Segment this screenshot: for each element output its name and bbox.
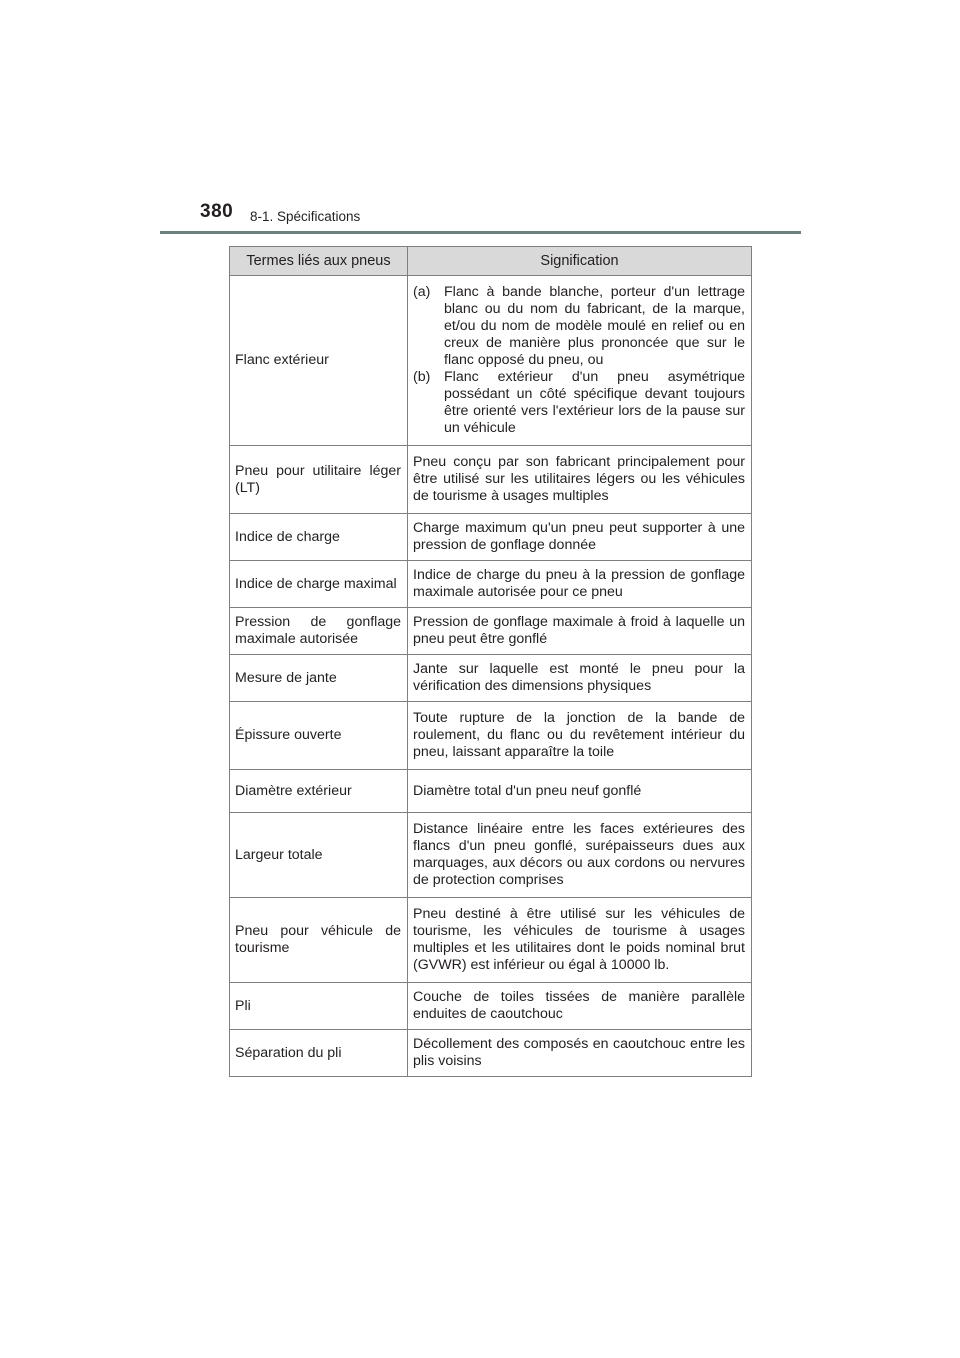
term-cell: Flanc extérieur [230, 276, 408, 446]
meaning-cell: Diamètre total d'un pneu neuf gonflé [408, 770, 752, 813]
table-row [230, 898, 752, 983]
meaning-cell: Pneu conçu par son fabricant principalement pour être utilisé sur les utilitaires légers ou les véhicules de tourisme à usages multiples [408, 446, 752, 514]
meaning-cell: Indice de charge du pneu à la pression de gonflage maximale autorisée pour ce pneu [408, 561, 752, 608]
term-cell: Épissure ouverte [230, 702, 408, 770]
meaning-cell [408, 276, 752, 446]
list-item [413, 284, 745, 369]
list-item-letter: (b) [413, 369, 431, 385]
table-row [230, 813, 752, 898]
meaning-cell: Décollement des composés en caoutchouc entre les plis voisins [408, 1030, 752, 1077]
column-header-meaning: Signification [408, 247, 752, 276]
table-row [230, 770, 752, 813]
meaning-list [413, 284, 745, 437]
header-rule [160, 231, 801, 234]
meaning-cell: Jante sur laquelle est monté le pneu pour la vérification des dimensions physiques [408, 655, 752, 702]
term-cell: Indice de charge maximal [230, 561, 408, 608]
table-row [230, 1030, 752, 1077]
table-row [230, 983, 752, 1030]
table-row [230, 514, 752, 561]
page-number: 380 [200, 201, 234, 222]
term-cell: Indice de charge [230, 514, 408, 561]
term-cell: Mesure de jante [230, 655, 408, 702]
meaning-cell: Couche de toiles tissées de manière parallèle enduites de caoutchouc [408, 983, 752, 1030]
section-title: 8-1. Spécifications [250, 209, 361, 224]
term-cell: Pression de gonflage maximale autorisée [230, 608, 408, 655]
list-item-text: Flanc extérieur d'un pneu asymétrique possédant un côté spécifique devant toujours être orienté vers l'extérieur lors de la pause sur un véhicule [444, 369, 745, 436]
meaning-cell: Distance linéaire entre les faces extérieures des flancs d'un pneu gonflé, surépaisseurs dues aux marquages, aux décors ou aux cordons ou nervures de protection comprises [408, 813, 752, 898]
meaning-cell: Toute rupture de la jonction de la bande de roulement, du flanc ou du revêtement intérieur du pneu, laissant apparaître la toile [408, 702, 752, 770]
term-cell: Largeur totale [230, 813, 408, 898]
term-cell: Pli [230, 983, 408, 1030]
table-row [230, 608, 752, 655]
term-cell: Pneu pour utilitaire léger (LT) [230, 446, 408, 514]
term-cell: Diamètre extérieur [230, 770, 408, 813]
table-row [230, 655, 752, 702]
table-row [230, 561, 752, 608]
list-item-text: Flanc à bande blanche, porteur d'un lettrage blanc ou du nom du fabricant, de la marque, et/ou du nom de modèle moulé en relief ou en creux de manière plus prononcée que sur le flanc opposé du pneu, ou [444, 284, 745, 368]
term-cell: Pneu pour véhicule de tourisme [230, 898, 408, 983]
term-cell: Séparation du pli [230, 1030, 408, 1077]
list-item [413, 369, 745, 437]
meaning-cell: Pression de gonflage maximale à froid à laquelle un pneu peut être gonflé [408, 608, 752, 655]
tire-terms-table [229, 246, 752, 1077]
table-row [230, 276, 752, 446]
table-row [230, 446, 752, 514]
table-header-row [230, 247, 752, 276]
meaning-cell: Pneu destiné à être utilisé sur les véhicules de tourisme, les véhicules de tourisme à usages multiples et les utilitaires dont le poids nominal brut (GVWR) est inférieur ou égal à 10000 lb. [408, 898, 752, 983]
table-row [230, 702, 752, 770]
list-item-letter: (a) [413, 284, 431, 300]
column-header-terms: Termes liés aux pneus [230, 247, 408, 276]
meaning-cell: Charge maximum qu'un pneu peut supporter à une pression de gonflage donnée [408, 514, 752, 561]
